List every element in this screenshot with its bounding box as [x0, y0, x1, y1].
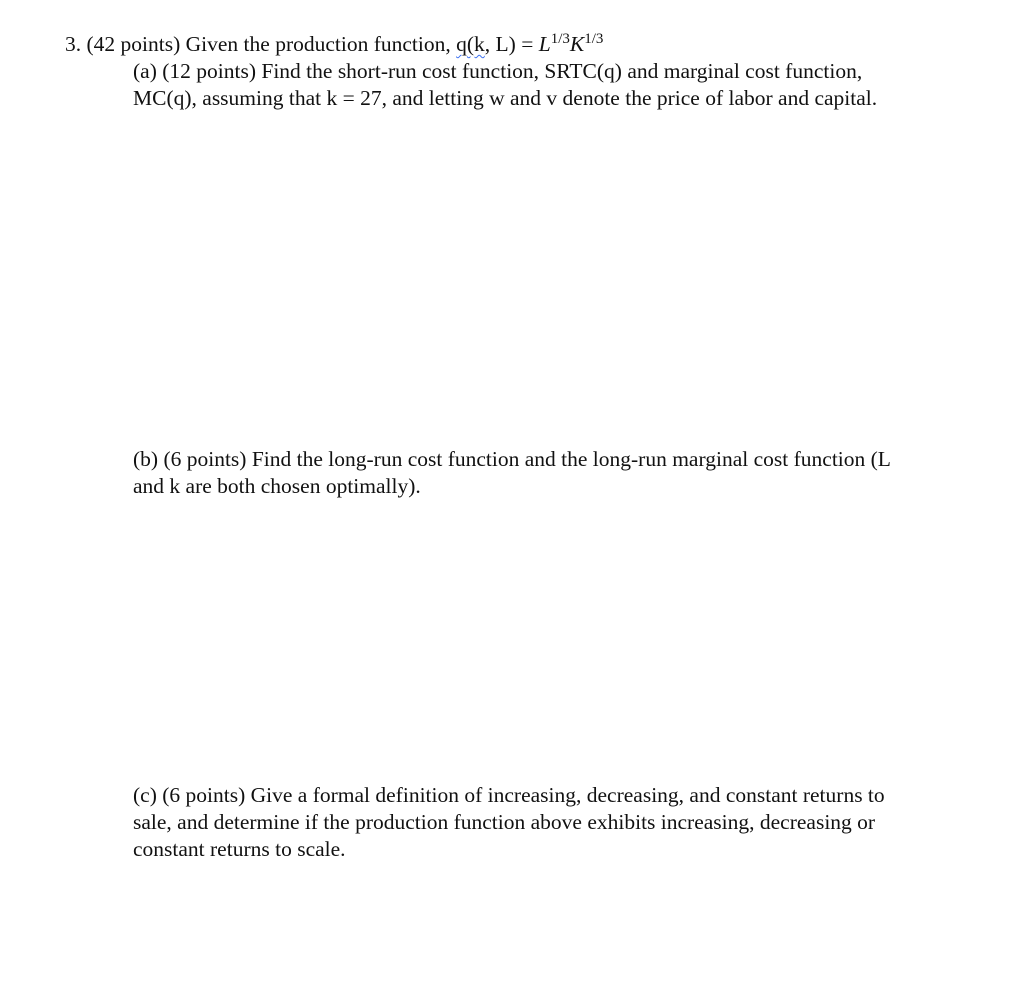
question-prefix: 3. (42 points) Given the production function,	[65, 32, 457, 56]
capital-base: K	[569, 32, 585, 56]
labor-exponent: 1/3	[550, 31, 570, 47]
question-header	[65, 30, 603, 58]
part-a-line-2: MC(q), assuming that k = 27, and letting w and v denote the price of labor and capital.	[133, 86, 878, 110]
function-args-open: (k	[466, 32, 485, 56]
production-formula	[539, 32, 604, 56]
part-c	[133, 782, 953, 863]
part-a-line-1: (a) (12 points) Find the short-run cost function, SRTC(q) and marginal cost function,	[133, 59, 863, 83]
function-symbol-spellcheck: q	[456, 32, 467, 56]
capital-exponent: 1/3	[584, 31, 604, 47]
part-c-line-2: sale, and determine if the production function above exhibits increasing, decreasing or	[133, 810, 876, 834]
part-a	[133, 58, 953, 112]
function-args: , L) =	[484, 32, 539, 56]
part-c-line-1: (c) (6 points) Give a formal definition of increasing, decreasing, and constant returns to	[133, 783, 885, 807]
part-b-line-1: (b) (6 points) Find the long-run cost function and the long-run marginal cost function (L	[133, 447, 891, 471]
part-b	[133, 446, 953, 500]
labor-base: L	[538, 32, 551, 56]
part-c-line-3: constant returns to scale.	[133, 837, 346, 861]
part-b-line-2: and k are both chosen optimally).	[133, 474, 421, 498]
